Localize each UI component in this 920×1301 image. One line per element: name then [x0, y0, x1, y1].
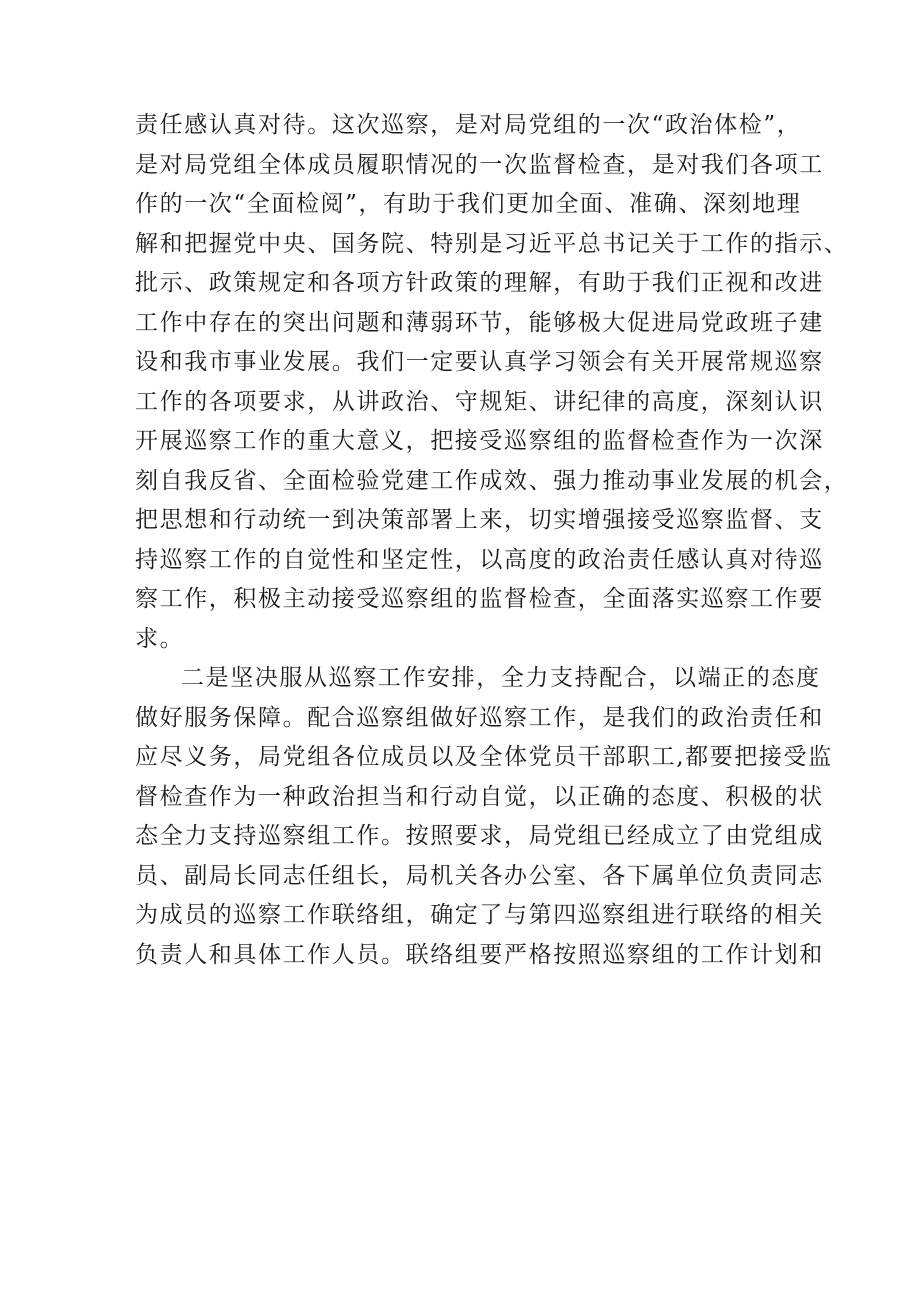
text-line: 持巡察工作的自觉性和坚定性，以高度的政治责任感认真对待巡 [135, 546, 824, 573]
text-line: 是对局党组全体成员履职情况的一次监督检查，是对我们各项工 [135, 151, 824, 178]
text-line: 解和把握党中央、国务院、特别是习近平总书记关于工作的指示、 [135, 230, 849, 257]
paragraph-2 [135, 659, 895, 975]
text-line: 求。 [135, 625, 185, 652]
text-line: 刻自我反省、全面检验党建工作成效、强力推动事业发展的机会， [135, 467, 849, 494]
text-line: 为成员的巡察工作联络组，确定了与第四巡察组进行联络的相关 [135, 902, 824, 928]
document-body [135, 106, 895, 975]
text-line: 责任感认真对待。这次巡察，是对局党组的一次“政治体检”， [135, 112, 802, 138]
text-line: 工作中存在的突出问题和薄弱环节，能够极大促进局党政班子建 [135, 309, 824, 336]
text-line-indented: 二是坚决服从巡察工作安排，全力支持配合，以端正的态度 [181, 665, 821, 691]
text-line: 把思想和行动统一到决策部署上来，切实增强接受巡察监督、支 [135, 507, 824, 533]
text-line: 作的一次“全面检阅”，有助于我们更加全面、准确、深刻地理 [135, 191, 802, 217]
text-line: 态全力支持巡察组工作。按照要求，局党组已经成立了由党组成 [135, 823, 824, 849]
text-line: 做好服务保障。配合巡察组做好巡察工作，是我们的政治责任和 [135, 704, 824, 731]
text-line: 督检查作为一种政治担当和行动自觉，以正确的态度、积极的状 [135, 783, 824, 810]
text-line: 设和我市事业发展。我们一定要认真学习领会有关开展常规巡察 [135, 349, 824, 375]
text-line: 负责人和具体工作人员。联络组要严格按照巡察组的工作计划和 [135, 941, 824, 968]
text-line: 批示、政策规定和各项方针政策的理解，有助于我们正视和改进 [135, 270, 824, 296]
paragraph-1 [135, 106, 895, 659]
text-line: 应尽义务，局党组各位成员以及全体党员干部职工,都要把接受监 [135, 744, 833, 770]
text-line: 察工作，积极主动接受巡察组的监督检查，全面落实巡察工作要 [135, 586, 824, 612]
text-line: 工作的各项要求，从讲政治、守规矩、讲纪律的高度，深刻认识 [135, 388, 824, 415]
text-line: 开展巡察工作的重大意义，把接受巡察组的监督检查作为一次深 [135, 428, 824, 454]
text-line: 员、副局长同志任组长，局机关各办公室、各下属单位负责同志 [135, 862, 824, 889]
